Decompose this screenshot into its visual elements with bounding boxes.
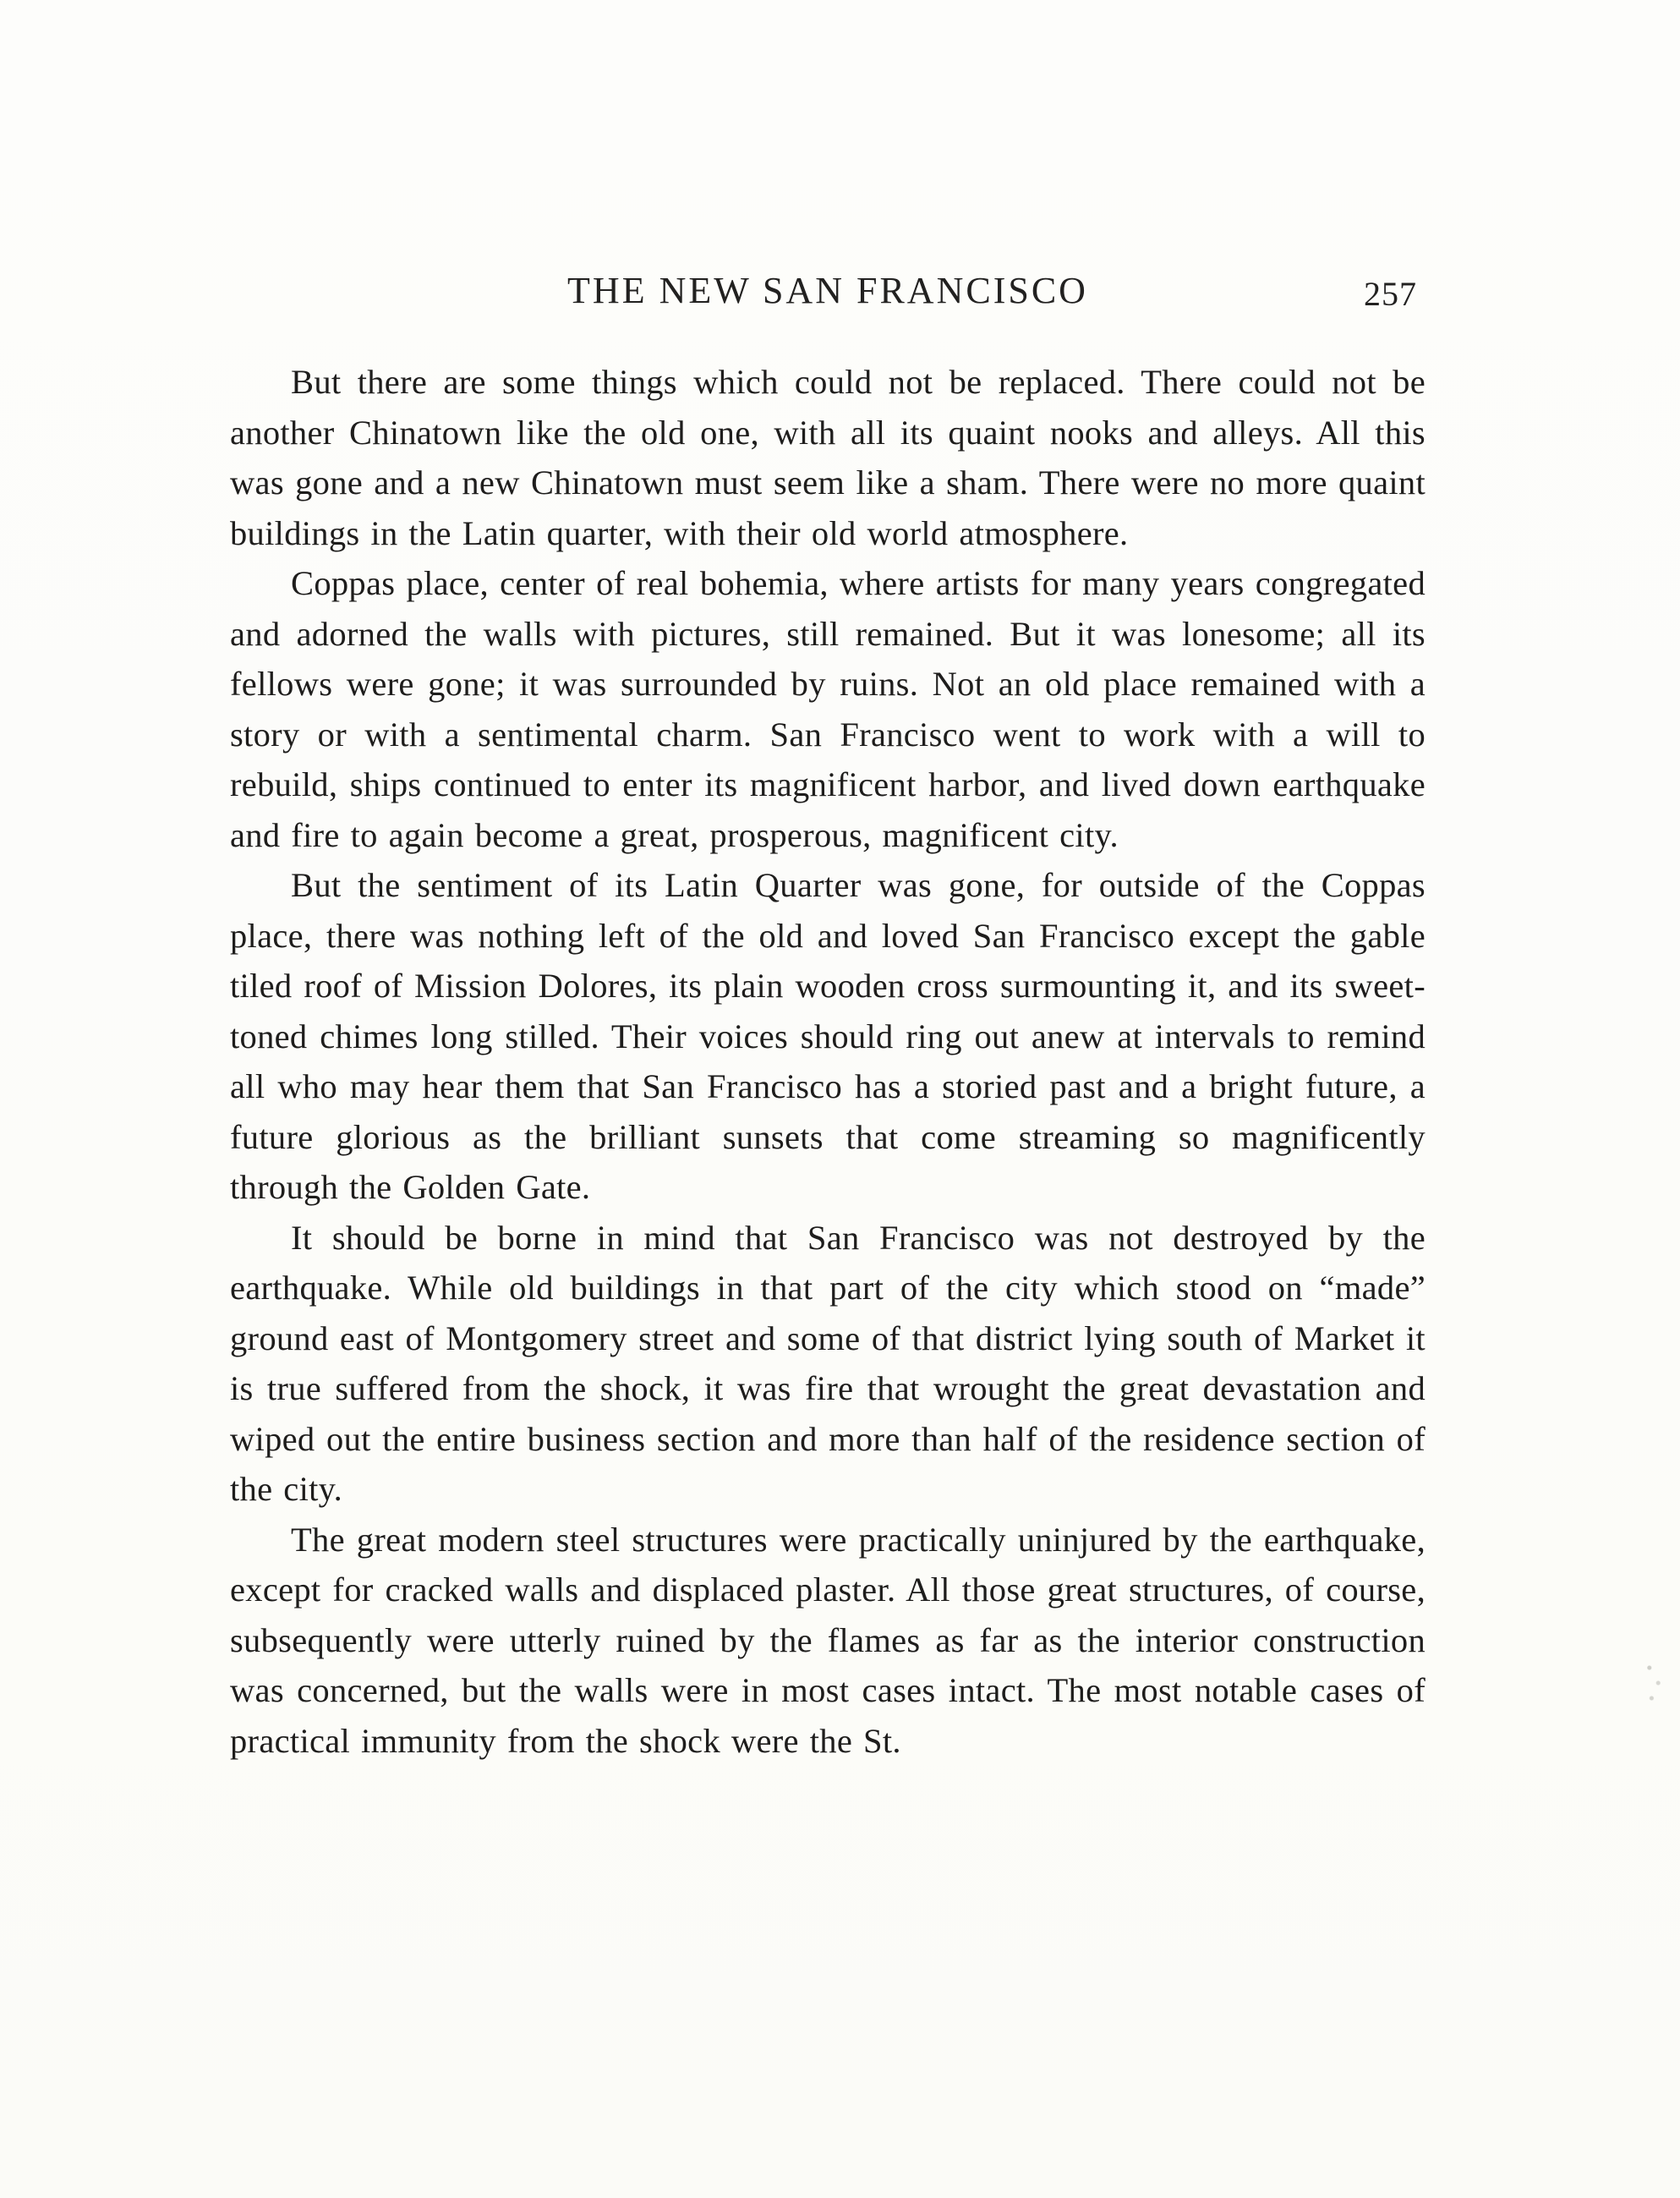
paragraph: Coppas place, center of real bohemia, where artists for many years congregated and adorned the walls with pictures, still remained. But it was lonesome; all its fellows were gone; it was surrounded by ruins. Not an old place remained with a story or with a sentimental charm. San Francisco went to work with a will to rebuild, ships continued to enter its magnificent harbor, and lived down earthquake and fire to again become a great, prosperous, magnificent city. bbox=[230, 564, 1426, 854]
paragraph: But the sentiment of its Latin Quarter was gone, for outside of the Coppas place, there was nothing left of the old and loved San Francisco except the gable tiled roof of Mission Dolores, its plain wooden cross surmounting it, and its sweet-toned chimes long stilled. Their voices should ring out anew at intervals to remind all who may hear them that San Francisco has a storied past and a bright future, a future glorious as the brilliant sunsets that come streaming so magnificently through the Golden Gate. bbox=[230, 866, 1426, 1206]
paragraph: It should be borne in mind that San Francisco was not destroyed by the earthquake. While old buildings in that part of the city which stood on “made” ground east of Montgomery street and some of that district lying south of Market it is true suffered from the shock, it was fire that wrought the great devastation and wiped out the entire business section and more than half of the residence section of the city. bbox=[230, 1218, 1426, 1508]
running-title: THE NEW SAN FRANCISCO bbox=[567, 270, 1088, 311]
scan-speckle bbox=[1643, 1658, 1665, 1708]
text-column bbox=[230, 269, 1426, 1766]
page-body bbox=[230, 357, 1426, 1766]
paragraph: The great modern steel structures were practically uninjured by the earthquake, except for cracked walls and displaced plaster. All those great structures, of course, subsequently were utterly ruined by the flames as far as the interior construction was concerned, but the walls were in most cases intact. The most notable cases of practical immunity from the shock were the St. bbox=[230, 1520, 1426, 1760]
page-header bbox=[230, 269, 1426, 321]
page-number: 257 bbox=[1364, 275, 1417, 313]
paragraph: But there are some things which could not be replaced. There could not be another Chinatown like the old one, with all its quaint nooks and alleys. All this was gone and a new Chinatown must seem like a sham. There were no more quaint buildings in the Latin quarter, with their old world atmosphere. bbox=[230, 363, 1426, 552]
